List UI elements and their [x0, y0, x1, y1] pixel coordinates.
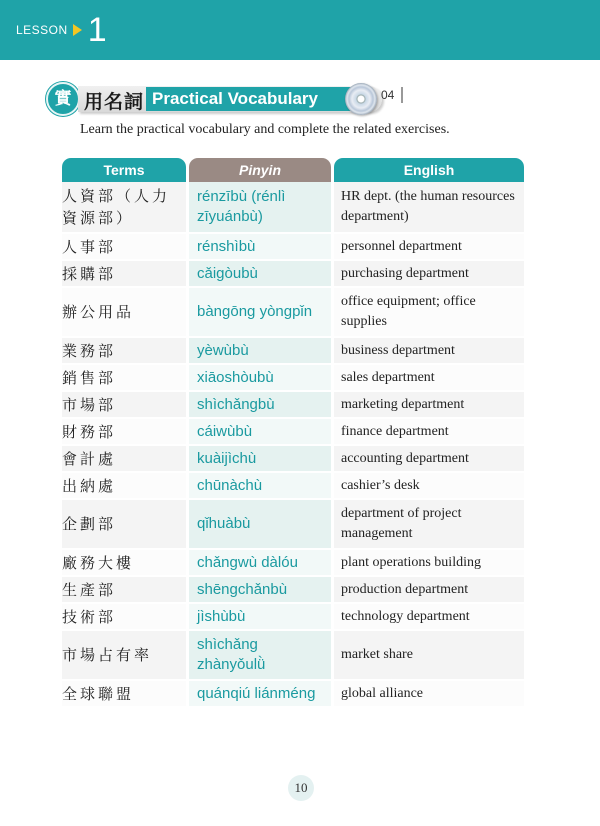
term-cell: 辦公用品 — [62, 288, 186, 338]
english-cell: global alliance — [334, 681, 524, 708]
header-pinyin: Pinyin — [189, 158, 331, 182]
english-cell: accounting department — [334, 446, 524, 473]
audio-track-number: 04 — [381, 88, 395, 102]
section-title-english-box — [146, 87, 372, 111]
section-title-pill — [78, 86, 382, 112]
arrow-right-icon — [73, 24, 82, 36]
table-row — [62, 392, 524, 419]
term-cell: 出納處 — [62, 473, 186, 500]
table-row — [62, 500, 524, 550]
english-cell: plant operations building — [334, 550, 524, 577]
term-cell: 市場部 — [62, 392, 186, 419]
term-cell: 全球聯盟 — [62, 681, 186, 708]
section-icon: 實 — [46, 82, 80, 116]
pinyin-cell: jìshùbù — [189, 604, 331, 631]
term-cell: 財務部 — [62, 419, 186, 446]
lesson-marker — [16, 10, 107, 50]
track-divider — [401, 87, 403, 103]
lesson-header-band — [0, 0, 600, 60]
english-cell: purchasing department — [334, 261, 524, 288]
pinyin-cell: shìchǎngbù — [189, 392, 331, 419]
pinyin-cell: quánqiú liánméng — [189, 681, 331, 708]
table-row — [62, 419, 524, 446]
section-title-chinese: 用名詞 — [84, 91, 145, 113]
pinyin-cell: rénzībù (rénlì zīyuánbù) — [189, 182, 331, 234]
table-row — [62, 550, 524, 577]
pinyin-cell: cǎigòubù — [189, 261, 331, 288]
english-cell: market share — [334, 631, 524, 681]
table-row — [62, 182, 524, 234]
term-cell: 人事部 — [62, 234, 186, 261]
term-cell: 業務部 — [62, 338, 186, 365]
term-cell: 技術部 — [62, 604, 186, 631]
table-row — [62, 473, 524, 500]
term-cell: 會計處 — [62, 446, 186, 473]
page-number: 10 — [288, 775, 314, 801]
pinyin-cell: rénshìbù — [189, 234, 331, 261]
section-title-english: Practical Vocabulary — [152, 89, 318, 108]
table-row — [62, 288, 524, 338]
vocabulary-table — [62, 158, 524, 708]
pinyin-cell: bàngōng yòngpǐn — [189, 288, 331, 338]
table-row — [62, 234, 524, 261]
pinyin-cell: shìchǎng zhànyǒulǜ — [189, 631, 331, 681]
table-row — [62, 261, 524, 288]
english-cell: technology department — [334, 604, 524, 631]
pinyin-cell: cáiwùbù — [189, 419, 331, 446]
english-cell: marketing department — [334, 392, 524, 419]
term-cell: 廠務大樓 — [62, 550, 186, 577]
header-terms: Terms — [62, 158, 186, 182]
english-cell: personnel department — [334, 234, 524, 261]
lesson-label: LESSON — [16, 23, 68, 37]
audio-cd-icon[interactable] — [345, 83, 377, 115]
term-cell: 銷售部 — [62, 365, 186, 392]
table-row — [62, 338, 524, 365]
table-row — [62, 681, 524, 708]
table-row — [62, 365, 524, 392]
table-row — [62, 604, 524, 631]
pinyin-cell: chǎngwù dàlóu — [189, 550, 331, 577]
table-header-row — [62, 158, 524, 182]
pinyin-cell: yèwùbù — [189, 338, 331, 365]
term-cell: 市場占有率 — [62, 631, 186, 681]
pinyin-cell: chūnàchù — [189, 473, 331, 500]
table-row — [62, 446, 524, 473]
pinyin-cell: kuàijìchù — [189, 446, 331, 473]
english-cell: finance department — [334, 419, 524, 446]
term-cell: 企劃部 — [62, 500, 186, 550]
term-cell: 生產部 — [62, 577, 186, 604]
english-cell: office equipment; office supplies — [334, 288, 524, 338]
english-cell: production department — [334, 577, 524, 604]
table-row — [62, 631, 524, 681]
english-cell: department of project management — [334, 500, 524, 550]
term-cell: 採購部 — [62, 261, 186, 288]
table-row — [62, 577, 524, 604]
term-cell: 人資部（人力資源部） — [62, 182, 186, 234]
english-cell: business department — [334, 338, 524, 365]
english-cell: cashier’s desk — [334, 473, 524, 500]
lesson-number: 1 — [87, 11, 107, 49]
pinyin-cell: shēngchǎnbù — [189, 577, 331, 604]
pinyin-cell: qǐhuàbù — [189, 500, 331, 550]
header-english: English — [334, 158, 524, 182]
english-cell: sales department — [334, 365, 524, 392]
instruction-text: Learn the practical vocabulary and complete the related exercises. — [80, 122, 450, 137]
english-cell: HR dept. (the human resources department) — [334, 182, 524, 234]
pinyin-cell: xiāoshòubù — [189, 365, 331, 392]
